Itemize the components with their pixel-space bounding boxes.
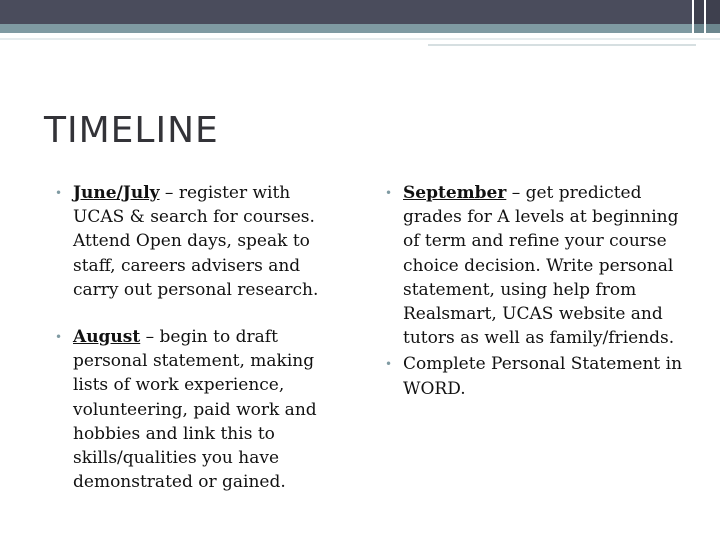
header-divider-line	[704, 0, 706, 48]
bullet-icon: •	[55, 330, 63, 345]
bullet-item	[55, 325, 335, 494]
header-bar-teal	[0, 24, 720, 33]
header-divider-line	[692, 0, 694, 48]
bullet-term: August	[73, 327, 141, 348]
right-column	[385, 181, 685, 401]
bullet-text: – begin to draft personal statement, making lists of work experience, volunteering, paid work and hobbies and link this to skills/qualities you have demonstrated or gained.	[73, 327, 317, 493]
header-accent-line	[0, 38, 720, 40]
bullet-text: Complete Personal Statement in WORD.	[403, 354, 683, 399]
left-column	[55, 181, 335, 494]
bullet-icon: •	[55, 186, 63, 200]
bullet-item	[385, 181, 685, 350]
bullet-term: June/July	[73, 183, 160, 203]
bullet-icon: •	[385, 357, 393, 372]
header-accent-line	[428, 44, 696, 46]
slide-title: TIMELINE	[44, 110, 219, 151]
header-bar-dark	[0, 0, 720, 24]
bullet-text: – register with UCAS & search for courses. Attend Open days, speak to staff, careers advisers and carry out personal research.	[73, 183, 319, 300]
bullet-item	[385, 352, 685, 400]
bullet-term: September	[403, 183, 507, 203]
bullet-text: – get predicted grades for A levels at beginning of term and refine your course choice decision. Write personal statement, using help from Realsmart, UCAS website and tutors as well as family/friends.	[403, 183, 679, 349]
header-bar-teal-end	[692, 24, 720, 33]
bullet-icon: •	[385, 186, 393, 200]
header-bar-dark-end	[692, 0, 720, 24]
bullet-item	[55, 181, 335, 302]
